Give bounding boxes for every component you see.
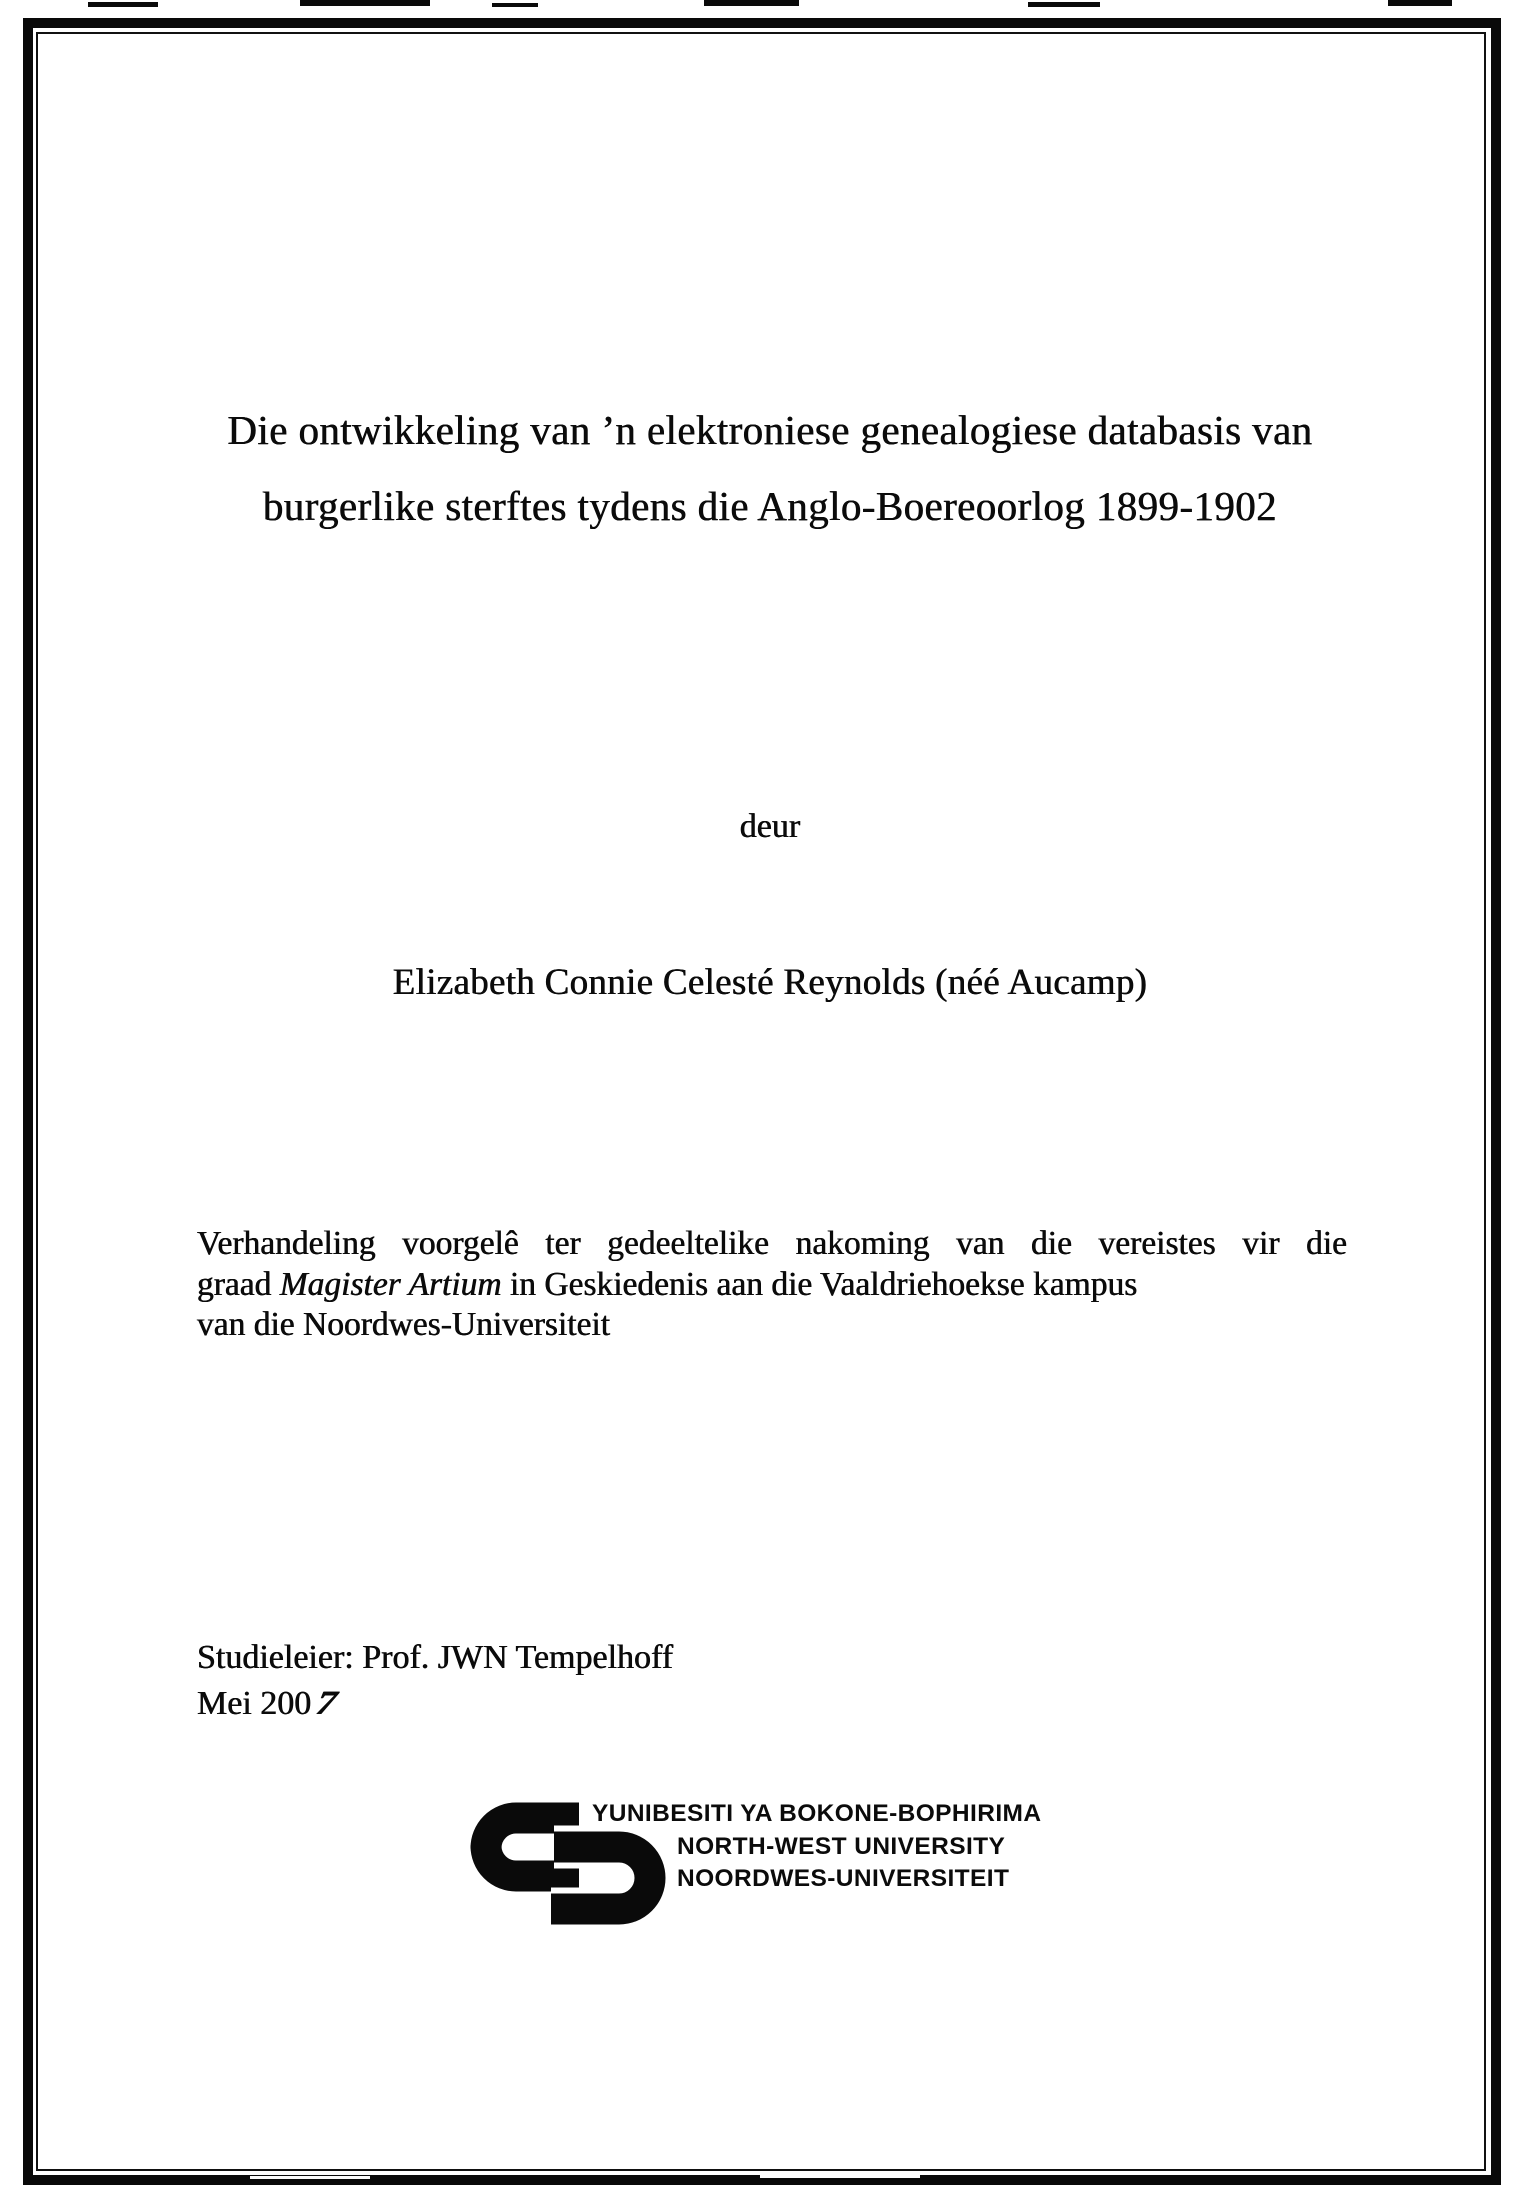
title-line-1: Die ontwikkeling van ’n elektroniese genealogiese databasis van (227, 407, 1313, 453)
degree-name-italic: Magister Artium (279, 1265, 502, 1303)
date-prefix: Mei 200 (197, 1685, 312, 1722)
scan-artifact (1028, 2, 1100, 7)
byline-label: deur (739, 808, 801, 845)
title-line-2: burgerlike sterftes tydens die Anglo-Boereoorlog 1899-1902 (262, 483, 1278, 529)
logo-text-english: NORTH-WEST UNIVERSITY (677, 1833, 1006, 1860)
scan-artifact (250, 2176, 370, 2179)
scan-artifact (704, 0, 799, 6)
logo-text-setswana: YUNIBESITI YA BOKONE-BOPHIRIMA (592, 1800, 1042, 1827)
declaration-paragraph (197, 1224, 1347, 1346)
supervisor-line: Studieleier: Prof. JWN Tempelhoff (197, 1639, 674, 1676)
declaration-line2-suffix: in Geskiedenis aan die Vaaldriehoekse kampus (501, 1265, 1138, 1303)
supervisor-block (197, 1635, 1097, 1727)
page-title (190, 392, 1350, 544)
author-name: Elizabeth Connie Celesté Reynolds (néé Aucamp) (392, 962, 1148, 1003)
declaration-line-2 (197, 1265, 1347, 1306)
logo-text-afrikaans: NOORDWES-UNIVERSITEIT (677, 1865, 1010, 1892)
scan-artifact (492, 3, 538, 7)
declaration-line-3: van die Noordwes-Universiteit (197, 1306, 611, 1343)
date-line (197, 1681, 1097, 1727)
page-border-inner (36, 32, 1486, 2171)
declaration-line2-prefix: graad (197, 1265, 280, 1303)
date-final-digit: 7 (309, 1685, 344, 1722)
scan-artifact (88, 2, 158, 7)
scan-artifact (300, 0, 430, 6)
scan-artifact (760, 2175, 920, 2178)
declaration-line-1: Verhandeling voorgelê ter gedeeltelike nakoming van die vereistes vir die (197, 1225, 1347, 1262)
scan-artifact (1388, 0, 1452, 6)
